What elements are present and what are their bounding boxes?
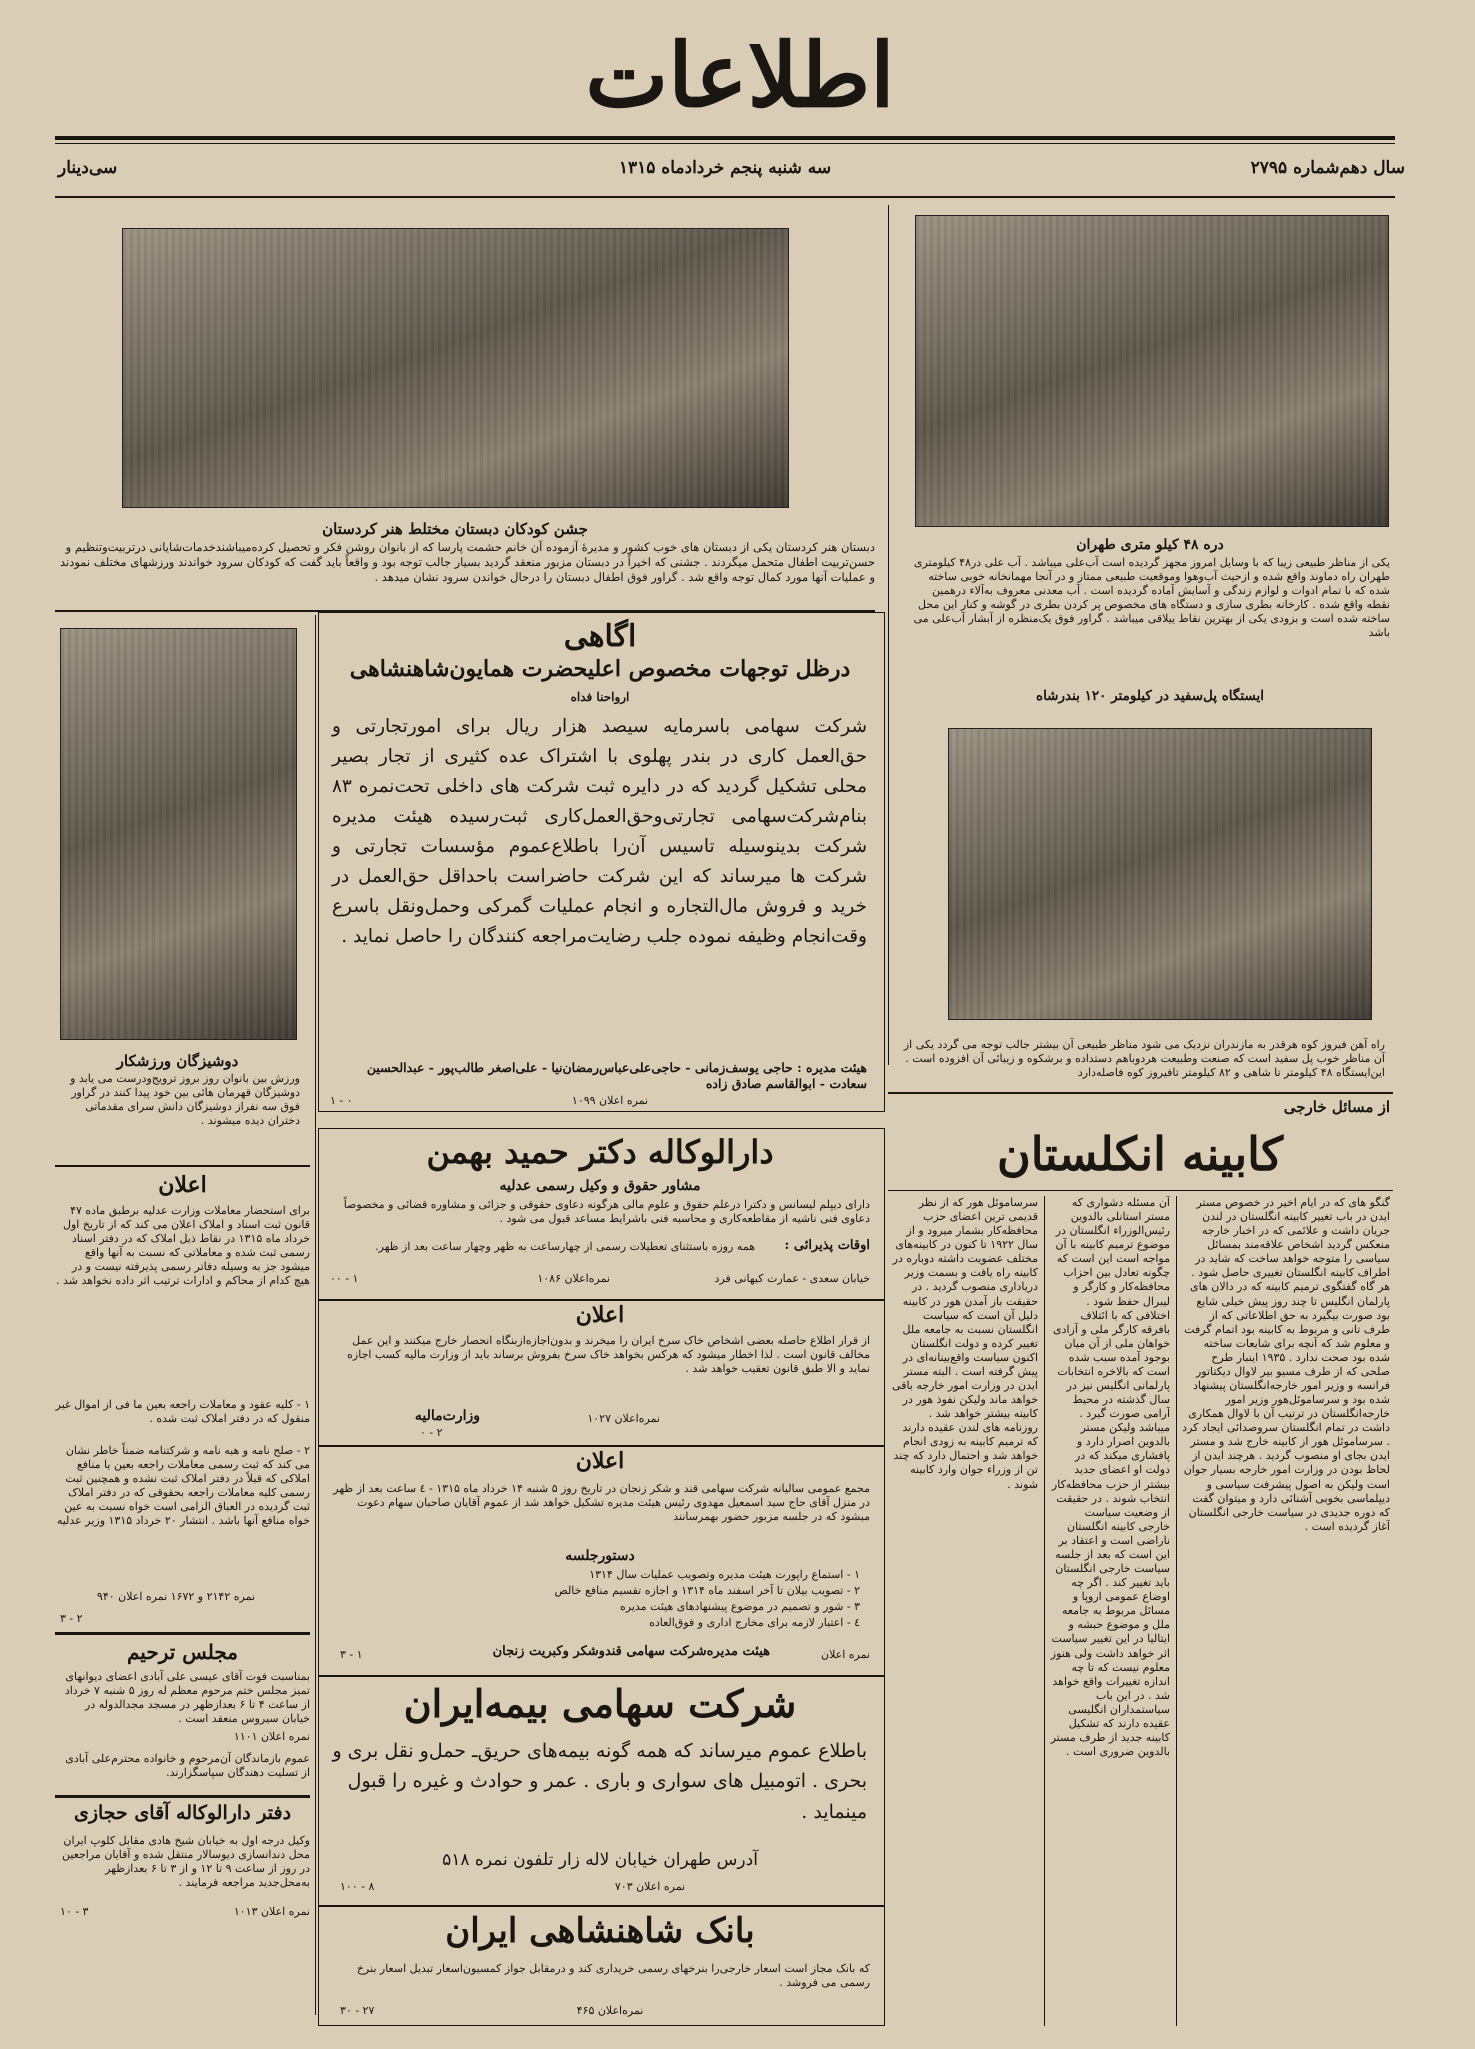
tarhim-thanks: عموم بازماندگان آن‌مرحوم و خانواده محترم‌علی آبادی از تسلیت دهندگان سپاسگزارند. — [65, 1752, 310, 1780]
elan1-body: از قرار اطلاع حاصله بعضی اشخاص خاک سرخ ایران را میخرند و بدون‌اجازه‌از‌بنگاه انحصار خارج میکنند و این عمل مخالف قانون است . لذا اخطار میشود که هرکس بخواهد خاک سرخ بفروش برساند باید از وزارت مالیه کسب اجازه نماید و الا طبق قانون تعقیب خواهد شد . — [347, 1334, 870, 1376]
agahi-body: شرکت سهامی باسرمایه سیصد هزار ریال برای امور‌تجارتی و حق‌العمل کاری در بندر پهلوی با اشتراک عده کثیری از تجار بصیر محلی تشکیل گردید که در دایره ثبت شرکت های داخلی تحت‌نمره ۸۳ بنام‌شرکت‌سهامی تجارتی‌وحق‌العمل‌کاری ثبت‌رسیده هیئت مدیره شرکت بدینوسیله تاسیس آن‌را باطلاع‌عموم مؤسسات تجارتی و شرکت ها میرساند که این شرکت حاضراست باحداقل حق‌العمل در خرید و فروش مال‌التجاره و انجام عملیات گمرکی وحمل‌ونقل باسرع وقت‌انجام وظیفه نموده جلب رضایت‌مراجعه کنندگان را حاصل نماید . — [332, 716, 867, 947]
foreign-column-2: آن مسئله دشواری که مستر استانلی بالدوین رئیس‌الوزراء انگلستان در موضوع ترمیم کابینه با آن مواجه است این است که چگونه تعادل بین احزاب محافظه‌کار و کارگر و لیبرال حفظ شود . اختلافی که با ائتلاف بافرقه کارگر ملی و آزادی خواهان ملی از آن میان بوجود آمده سبب شده است که بالاخره انتخابات پارلمانی انگلیس نیز در سال گذشته در محیط آرامی صورت گیرد . میباشد ولیکن مستر بالدوین اصرار دارد و پافشاری میکند که در دولت او اعضای جدید بیشتر از حزب محافظه‌کار انتخاب شوند . در حقیقت از وضعیت سیاست خارجی کابینه انگلستان ناراضی است و اعتقاد بر این است که بعد از جلسه سیاست خارجی انگلستان باید تغییر کند . اگر چه اوضاع عمومی اروپا و مسائل مربوط به جامعه ملل و موضوع حبشه و ایتالیا در این تغییر سیاست اثر خواهد داشت ولی هنوز معلوم نیست که تا چه اندازه تغییرات واقع خواهد شد . در این باب سیاستمداران انگلیسی عقیده دارند که تشکیل کابینه جدید از طرف مستر بالدوین ضروری است . — [1050, 1196, 1170, 1759]
tarhim-rule — [55, 1632, 310, 1635]
insurance-ref: ۸ - ۱۰۰ — [340, 1880, 375, 1893]
elan2-agenda-item-1: ۱ - استماع راپورت هیئت مدیره وتصویب عملیات سال ۱۳۱۴ — [589, 1568, 860, 1581]
left-elan-ref: ۲ - ۳ — [60, 1612, 83, 1625]
lawyer-ad-no: نمره‌اعلان ۱۰۸۶ — [537, 1272, 610, 1285]
masthead-rule-thin — [55, 143, 1395, 144]
left-elan-item-1: ۱ - کلیه عقود و معاملات راجعه بعین ما فی از اموال غیر منقول که در دفتر املاک ثبت شده . — [55, 1398, 310, 1426]
elan2-heading: اعلان — [575, 1448, 625, 1474]
elan2-agenda-item-3: ۳ - شور و تصمیم در موضوع پیشنهادهای هیئت مدیره — [620, 1600, 860, 1613]
bank-ref: ۲۷ - ۳۰ — [340, 2004, 375, 2017]
dateline-issue: سال دهم‌شماره ۲۷۹۵ — [1250, 158, 1405, 178]
agahi-subheading: درظل توجهات مخصوص اعلیحضرت همایون‌شاهنشاهی — [349, 656, 851, 682]
elan2-ad-no: نمره اعلان — [820, 1648, 870, 1661]
agahi-board: هیئت مدیره : حاجی یوسف‌زمانی - حاجی‌علی‌عباس‌رمضان‌نیا - علی‌اصغر طالب‌پور - عبدالحسین سعادت - ابوالقاسم صادق زاده — [366, 1060, 867, 1091]
daftar-heading: دفتر دارالوکاله آقای حجازی — [73, 1802, 292, 1824]
lawyer-address: خیابان سعدی - عمارت کیهانی فرد — [714, 1272, 870, 1285]
dateline-price: سی‌دینار — [58, 158, 118, 178]
agahi-ad-no: نمره اعلان ۱۰۹۹ — [571, 1094, 649, 1107]
left-elan-heading: اعلان — [158, 1172, 207, 1198]
column-rule-left — [315, 615, 316, 2015]
foreign-headline: کابینه انکلستان — [996, 1127, 1284, 1181]
bank-ad-no: نمره‌اعلان ۴۶۵ — [576, 2004, 644, 2017]
masthead-rule — [55, 136, 1395, 140]
elan1-heading: اعلان — [575, 1302, 625, 1328]
left-elan-body: برای استحضار معاملات وزارت عدلیه برطبق ماده ۴۷ قانون ثبت اسناد و املاک اعلان می کند که از تاریخ اول خرداد ماه ۱۳۱۵ در نقاط ذیل املاک که در دفتر اسناد رسمی ثبت شده و معاملاتی که نسبت به آنها واقع میشود جز به وسیله دفاتر رسمی پذیرفته نیست و در هیچ کدام از محاکم و ادارات ترتیب اثر داده نخواهد شد . — [56, 1204, 310, 1288]
tarhim-ad-no: نمره اعلان ۱۱۰۱ — [233, 1730, 310, 1743]
foreign-col-rule-2 — [1044, 1196, 1045, 2026]
foreign-column-3: سرساموئل هور که از نظر قدیمی ترین اعضای حزب محافظه‌کار بشمار میرود و از سال ۱۹۲۲ تا کنون در کابینه‌های مختلف عضویت داشته دوباره در کابینه راه یافت و بسمت وزیر دریاداری منصوب گردید . در حقیقت باز آمدن هور در کابینه دلیل آن است که سیاست انگلستان نسبت به جامعه ملل تغییر کرده و دولت انگلستان اکنون سیاست واقع‌بینانه‌ای در پیش گرفته است . البته مستر ایدن در وزارت امور خارجه باقی خواهد ماند ولیکن نفوذ هور در کابینه بیشتر خواهد شد . روزنامه های لندن عقیده دارند که ترمیم کابینه به زودی انجام خواهد شد و احتمال دارد که چند تن از وزراء جوان وارد کابینه شوند . — [892, 1196, 1038, 1491]
school-children-photo — [122, 228, 789, 508]
daftar-ref: ۳ - ۱۰ — [60, 1905, 89, 1918]
foreign-column-1: گنگو های که در ایام اخیر در خصوص مستر ایدن در باب تغییر کابینه انگلستان در لندن جریان داشت و علائمی که در اخبار خارجه منعکس گردید اشخاص علاقه‌مند بمسائل سیاسی را متوجه خواهد ساخت که شاید در اطراف کابینه انگلستان تغییری حاصل شود . هر گاه گفتگوی ترمیم کابینه که در دالان های پارلمان انگلیس تا چند روز پیش خیلی شایع بود صورت بیگیرد به حق اطلاعاتی که از طرف تانی و مربوط به کابینه بود اتمام گرفت و معلوم شد که آنچه برای شایعات ساخته شده بود صحت ندارد . ۱۹۳۵ اینبار طرح صلحی که از طرف مسیو بیر لاوال دیکتاتور فرانسه و وزیر امور خارجه‌انگلستان پیشنهاد شده بود و سرساموئل‌هور وزیر امور خارجه‌انگلستان در ترتیب آن با لاوال همکاری داشت در تمام انگلستان سروصدائی ایجاد کرد . سرساموئل هور از کابینه خارج شد و مستر ایدن بجای او منصوب گردید . هرچند ایدن از لحاظ بودن در وزارت امور خارجه بسیار جوان است ولیکن به اصول پیشرفت سیاسی و دیپلماسی بخوبی آشنائی دارد و میتوان گفت که دوره جدیدی در سیاست خارجی انگلستان آغاز گردیده است . — [1182, 1196, 1390, 1533]
daftar-ad-no: نمره اعلان ۱۰۱۳ — [233, 1905, 310, 1918]
masthead-title: اطلاعات — [585, 23, 895, 127]
elan2-agenda-item-4: ٤ - اعتبار لازمه برای مخارج اداری و فوق‌العاده — [649, 1616, 860, 1629]
lawyer-hours-label: اوقات پذیرائی : — [784, 1238, 870, 1253]
tarhim-body: بمناسبت فوت آقای عیسی علی آبادی اعضای دیوانهای تمیز مجلس ختم مرحوم معظم له روز ۵ شنبه ۷ خرداد از ساعت ۴ تا ۶ بعدازظهر در مسجد مجدالدوله در خیابان سیروس منعقد است . — [64, 1670, 310, 1726]
lawyer-hours: همه روزه باستثنای تعطیلات رسمی از چهارساعت به ظهر وچهار ساعت بعد از ظهر. — [375, 1240, 755, 1253]
foreign-head-rule — [888, 1190, 1393, 1191]
ab-ali-valley-photo — [915, 215, 1389, 527]
column-rule-right — [888, 205, 889, 1065]
insurance-body: باطلاع عموم میرساند که همه گونه بیمه‌های حریق‌ـ حمل‌و نقل بری و بحری . اتومبیل های سواری و باری . عمر و حوادث و غیره را قبول مینماید . — [332, 1740, 867, 1823]
elan1-ref: ۲ - ۰ — [420, 1426, 443, 1439]
agahi-ref: ۰ - ۱ — [330, 1094, 353, 1107]
elan2-agenda-item-2: ۲ - تصویب بیلان تا آخر اسفند ماه ۱۳۱۴ و اجازه تقسیم منافع خالص — [554, 1584, 860, 1597]
lawyer-heading: دارالوکاله دکتر حمید بهمن — [426, 1133, 774, 1171]
bank-heading: بانک شاهنشاهی ایران — [445, 1911, 755, 1951]
elan2-agenda-title: دستورجلسه — [565, 1548, 635, 1564]
girls-photo-caption: ورزش بین بانوان روز بروز ترویج‌ودرست می یابد و دوشیزگان قهرمان هائی بین خود پیدا کنند در گراور فوق سه نفراز دوشیزگان دانش سرای مقدماتی دختران دیده میشوند . — [70, 1072, 300, 1128]
insurance-heading: شرکت سهامی بیمه‌ایران — [403, 1681, 797, 1726]
girls-photo-title: دوشیزگان ورزشکار — [116, 1052, 239, 1070]
left-elan-ad-no: نمره ۲۱۴۲ و ۱۶۷۲ نمره اعلان ۹۴۰ — [96, 1590, 255, 1603]
bank-body: که بانک مجاز است اسعار خارجی‌را بنرخهای رسمی خرید‌اری کند و در‌مقابل جواز کمسیون‌اسعار تبدیل اسعار بنرخ رسمی می فروشد . — [356, 1962, 870, 1990]
pol-sefid-station-photo — [948, 728, 1372, 1020]
dateline-rule — [55, 196, 1395, 198]
sports-girls-photo — [60, 628, 297, 1040]
agahi-sub2: ارواحنا فداه — [570, 690, 630, 704]
foreign-section-label: از مسائل خارجی — [1283, 1098, 1390, 1116]
station-photo-title: ایستگاه پل‌سفید در کیلومتر ۱۲۰ بندرشاه — [1036, 688, 1264, 704]
lawyer-subheading: مشاور حقوق و وکیل رسمی عدلیه — [499, 1178, 701, 1194]
station-photo-caption: راه آهن فیروز کوه هرقدر به مازندران نزدیک می شود مناظر طبیعی آن بیشتر جالب توجه می گردد یکی از آن مناظر خوب پل سفید است که صنعت وطبیعت هردو‌باهم دستداده و برشکوه و زیبائی آن افزوده است . این‌ایستگاه ۴۸ کیلومتر تا شاهی و ۸۲ کیلومتر تافیروز کوه فاصله‌دارد — [903, 1038, 1385, 1080]
dateline-date: سه شنبه پنجم خردادماه ۱۳۱۵ — [618, 158, 832, 178]
school-photo-caption: دبستان هنر کردستان یکی از دبستان های خوب کشور و مدیرهٔ آزموده آن خانم حشمت پارسا که از بانوان روشن فکر و تحصیل کرده‌میباشند‌خدمات‌شایانی در‌تربیت‌وتنظیم و حسن‌تربیت اطفال متحمل میگردند . جشنی که اخیراً در دبستان مزبور منعقد گردید بسیار جالب توجه بود و واقعاً باید گفت که کودکان سرود خواندند ورزشهای مختلف نمودند و عملیات‌ آنها مورد کمال توجه واقع شد . گراور فوق اطفال دبستان را در‌حال خواندن سرود نشان میدهد . — [59, 540, 875, 584]
valley-photo-title: دره ۴۸ کیلو متری طهران — [1076, 537, 1224, 553]
tarhim-heading: مجلس ترحیم — [126, 1640, 238, 1664]
elan1-ad-no: نمره‌اعلان ۱۰۲۷ — [587, 1412, 660, 1425]
elan1-signature: وزارت‌مالیه — [414, 1408, 480, 1424]
left-elan-item-2: ۲ - صلح نامه و هبه نامه و شرکتنامه ضمناً خاطر نشان می کند که ثبت رسمی معاملات راجعه بعین یا منافع املاکی که قبلاً در دفتر املاک ثبت نشده و همچنین ثبت رسمی کلیه معاملات راجعه بحقوقی که در دفتر املاک ثبت گردیده در العباق الزامی است خواه نسبت به عین خواه منافع آنها باشد . انتشار ۲۰ خرداد ۱۳۱۵ وزیر عدلیه — [56, 1444, 310, 1528]
school-photo-title: جشن کودکان دبستان مختلط هنر کردستان — [322, 520, 588, 538]
foreign-top-rule — [888, 1092, 1393, 1094]
insurance-address: آدرس طهران خیابان لاله زار تلفون نمره ۵۱۸ — [442, 1850, 758, 1870]
lawyer-ref: ۱ - ۰۰ — [330, 1272, 359, 1285]
elan2-signature: هیئت مدیره‌شرکت سهامی قندوشکر وکبریت زنجان — [492, 1644, 770, 1659]
agahi-heading: اگاهی — [563, 619, 637, 654]
daftar-body: وکیل درجه اول به خیابان شیخ هادی مقابل کلوپ ایران محل دندانسازی دیوسالار منتقل شده و آقایان مراجعین در روز از ساعت ۹ تا ۱۲ و از ۳ تا ۶ بعدازظهر به‌محل‌جدید مراجعه فرمایند . — [62, 1834, 310, 1890]
left-elan-rule — [55, 1165, 310, 1167]
foreign-col-rule-1 — [1176, 1196, 1177, 2026]
valley-photo-caption: یکی از مناظر طبیعی زیبا که با وسایل امروز مجهز گردیده است آب‌علی میباشد . آب علی در۴۸ کیلومتری طهران راه دماوند واقع شده و از‌حیث آب‌وهوا وموقعیت طبیعی ممتاز و در آنجا مهمانخانه خوبی ساخته شده که با تمام ادوات و لوازم زندگی و آسایش آماده گردیده است . آب معدنی معروف به‌آلاء درهمین نقطه واقع شده . کارخانه بطری سازی و دستگاه های مخصوص پر کردن بطری در گوشه و کنار این محل ساخته شده است و بزودی یکی از بهترین نقاط ییلاقی میباشد . گراور فوق یک‌منظره از آبشار آب‌علی می باشد — [913, 556, 1390, 640]
lawyer-body: دارای دیپلم لیسانس و دکترا درعلم حقوق و علوم مالی هرگونه دعاوی حقوقی و جزائی و مشاوره قضائی و مخصوصاً دعاوی فنی ناشیه از مقاطعه‌کاری و محاسبه فنی باشرایط مساعد قبول می شود . — [343, 1198, 870, 1226]
daftar-rule — [55, 1795, 310, 1798]
elan2-body: مجمع عمومی سالیانه شرکت سهامی قند و شکر زنجان در تاریخ روز ۵ شنبه ۱۴ خرداد ماه ۱۳۱۵ - ٤ ساعت بعد از ظهر در منزل آقای حاج سید اسمعیل مهدوی رئیس هیئت مدیره تشکیل خواهد شد از عموم آقایان صاحبان سهام دعوت میشود که در جلسه مزبور حضور بهمرسانند — [333, 1482, 870, 1524]
insurance-ad-no: نمره اعلان ۷۰۳ — [614, 1880, 686, 1893]
elan2-ref: ۱ - ۳ — [340, 1648, 363, 1661]
